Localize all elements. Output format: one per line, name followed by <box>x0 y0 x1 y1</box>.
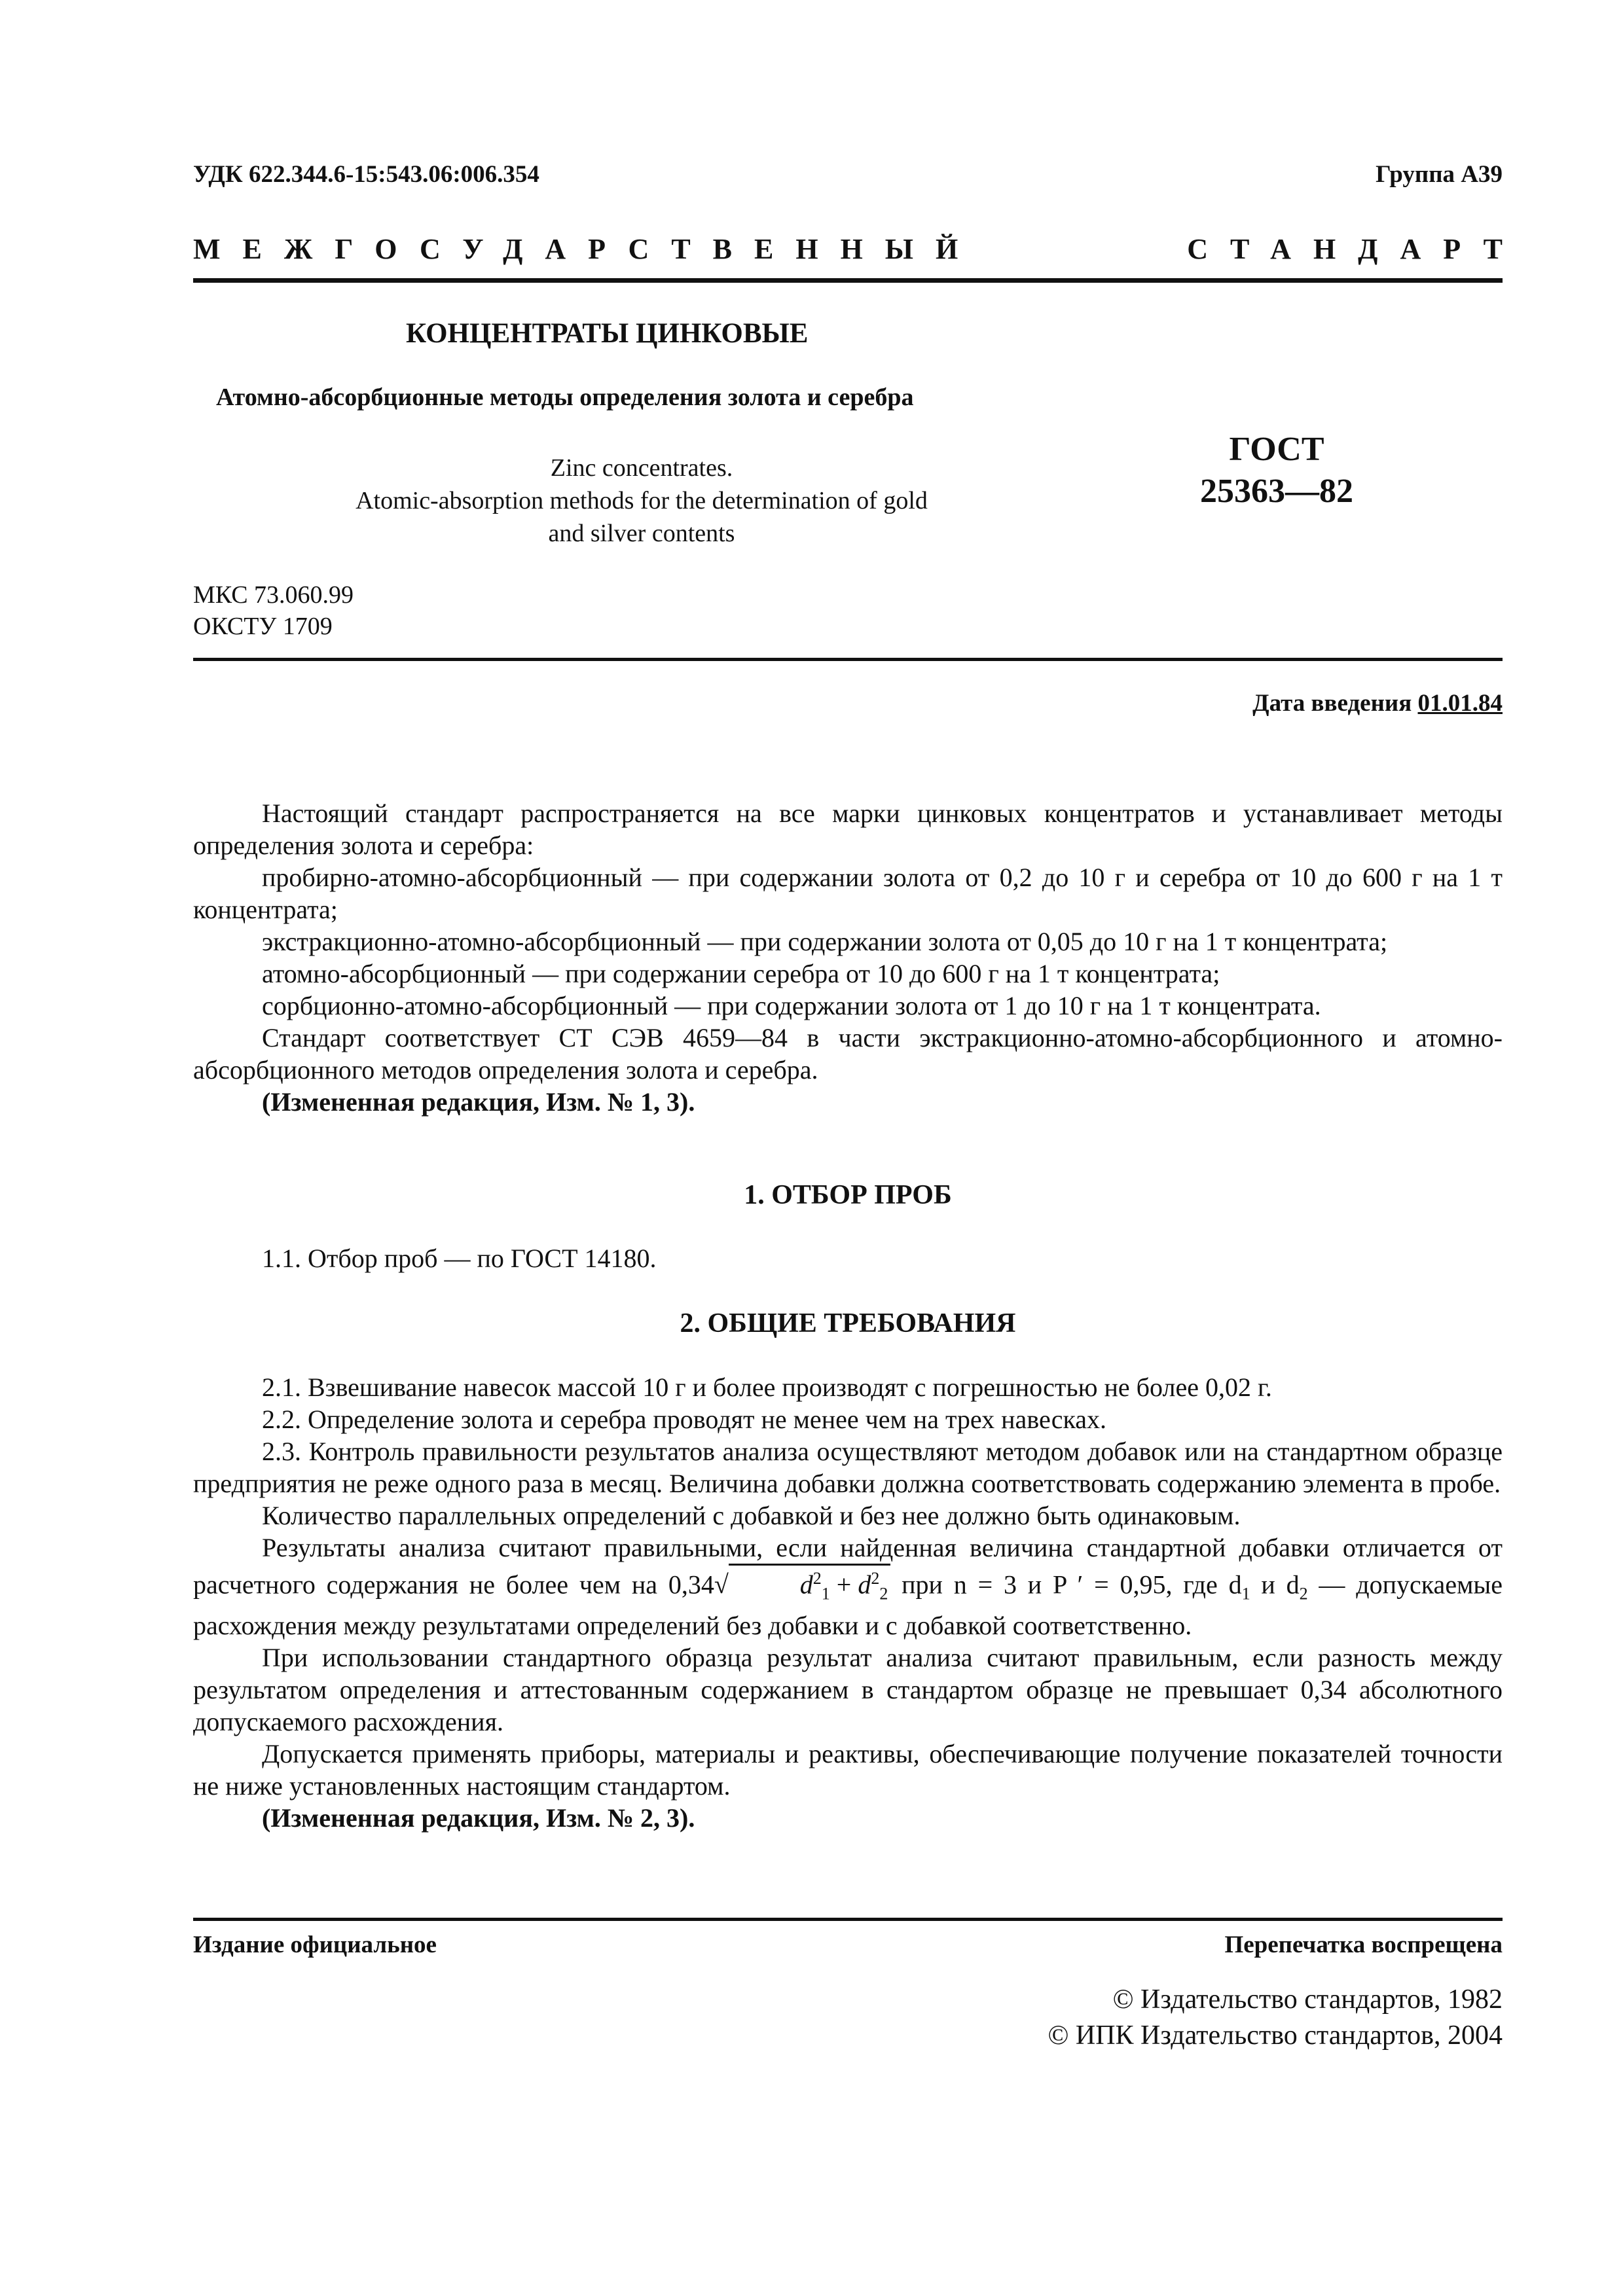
clause-2-3-formula: Результаты анализа считают правильными, если найденная величина стандартной добавки отличается от расчетного содержания не более чем на 0,34√ $d^2_1 + d^2_2$ при n = 3 и P ′ = 0,95, где $d_1$ и $d_2$ — допускаемые расхождения между результатами определений без добавки и с добавкой соответственно. <box>193 1533 1503 1641</box>
footer-rule <box>193 1918 1503 1921</box>
intro-paragraph: пробирно-атомно-абсорбционный — при содержании золота от 0,2 до 10 г и серебра от 10 до 600 г на 1 т концентрата; <box>193 863 1503 924</box>
group-code: Группа А39 <box>1376 161 1503 188</box>
clause-2-3-parallel: Количество параллельных определений с добавкой и без нее должно быть одинаковым. <box>262 1501 1241 1530</box>
clause-2-2: 2.2. Определение золота и серебра проводят не менее чем на трех навесках. <box>262 1405 1107 1434</box>
english-title-line2: Atomic-absorption methods for the determination of gold <box>356 487 928 514</box>
copyright-block <box>1048 1982 1503 2054</box>
section-heading-2: 2. ОБЩИЕ ТРЕБОВАНИЯ <box>680 1308 1016 1338</box>
section-2-amendment: (Измененная редакция, Изм. № 2, 3). <box>262 1803 695 1833</box>
section-heading-1: 1. ОТБОР ПРОБ <box>744 1180 952 1210</box>
introduction-date-value: 01.01.84 <box>1417 690 1503 717</box>
udk-code: УДК 622.344.6-15:543.06:006.354 <box>193 161 539 188</box>
intro-paragraph: атомно-абсорбционный — при содержании серебра от 10 до 600 г на 1 т концентрата; <box>262 959 1220 988</box>
clause-2-1: 2.1. Взвешивание навесок массой 10 г и более производят с погрешностью не более 0,02 г. <box>262 1372 1272 1402</box>
official-edition: Издание официальное <box>193 1931 437 1958</box>
intro-paragraph: экстракционно-атомно-абсорбционный — при содержании золота от 0,05 до 10 г на 1 т концентрата; <box>262 927 1388 956</box>
english-title-line1: Zinc concentrates. <box>550 454 733 482</box>
clause-2-3-equipment: Допускается применять приборы, материалы и реактивы, обеспечивающие получение показателей точности не ниже установленных настоящим стандартом. <box>193 1739 1503 1801</box>
copyright-2004: © ИПК Издательство стандартов, 2004 <box>1048 2020 1503 2051</box>
section-1-body <box>193 1242 1503 1274</box>
clause-2-3-reference-sample: При использовании стандартного образца результат анализа считают правильным, если разность между результатом определения и аттестованным содержанием в стандартом образце не превышает 0,34 абсолютного допускаемого расхождения. <box>193 1643 1503 1737</box>
sqrt-formula: √ $d^2_1 + d^2_2$ <box>714 1570 891 1599</box>
gost-number <box>1152 429 1401 512</box>
gost-label: ГОСТ <box>1229 431 1324 468</box>
introduction-date <box>1252 689 1503 717</box>
reprint-prohibited: Перепечатка воспрещена <box>1224 1931 1503 1958</box>
introduction-date-label: Дата введения <box>1252 690 1412 717</box>
codes-rule <box>193 658 1503 661</box>
standard-banner <box>193 232 1525 266</box>
okstu-code: ОКСТУ 1709 <box>193 613 333 640</box>
english-title-line3: and silver contents <box>548 520 735 547</box>
mks-code: МКС 73.060.99 <box>193 581 354 609</box>
classification-codes <box>193 579 354 642</box>
standard-banner-word2: СТАНДАРТ <box>1187 233 1525 265</box>
intro-paragraph: сорбционно-атомно-абсорбционный — при содержании золота от 1 до 10 г на 1 т концентрата. <box>262 991 1321 1020</box>
intro-block <box>193 797 1503 1118</box>
document-title: КОНЦЕНТРАТЫ ЦИНКОВЫЕ <box>406 318 809 349</box>
clause-1-1: 1.1. Отбор проб — по ГОСТ 14180. <box>262 1244 657 1273</box>
intro-paragraph: Настоящий стандарт распространяется на все марки цинковых концентратов и устанавливает методы определения золота и серебра: <box>193 798 1503 860</box>
header-rule <box>193 278 1503 283</box>
gost-code: 25363—82 <box>1200 473 1353 510</box>
document-subtitle: Атомно-абсорбционные методы определения золота и серебра <box>216 384 914 411</box>
standard-banner-word1: МЕЖГОСУДАРСТВЕННЫЙ <box>193 233 981 265</box>
intro-amendment: (Измененная редакция, Изм. № 1, 3). <box>262 1087 695 1117</box>
clause-2-3: 2.3. Контроль правильности результатов анализа осуществляют методом добавок или на стандартном образце предприятия не реже одного раза в месяц. Величина добавки должна соответствовать содержанию элемента в пробе. <box>193 1437 1503 1498</box>
section-2-body <box>193 1371 1503 1834</box>
copyright-1982: © Издательство стандартов, 1982 <box>1112 1984 1503 2015</box>
intro-paragraph: Стандарт соответствует СТ СЭВ 4659—84 в части экстракционно-атомно-абсорбционного и атомно-абсорбционного методов определения золота и серебра. <box>193 1023 1503 1085</box>
english-title <box>275 452 1008 550</box>
